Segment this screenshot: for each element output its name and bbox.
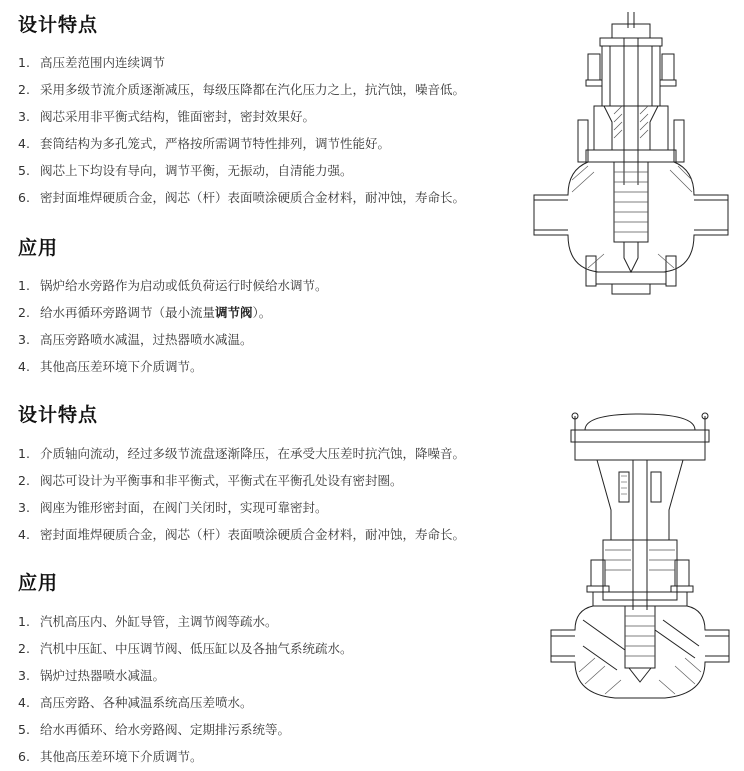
list-item: 4. 套筒结构为多孔笼式，严格按所需调节特性排列，调节性能好。 <box>18 136 391 151</box>
list-item: 3. 阀芯采用非平衡式结构，锥面密封，密封效果好。 <box>18 109 316 124</box>
section-3-heading: 设计特点 <box>18 404 99 426</box>
list-item: 2. 汽机中压缸、中压调节阀、低压缸以及各抽气系统疏水。 <box>18 641 353 656</box>
list-item: 6. 密封面堆焊硬质合金，阀芯（杆）表面喷涂硬质合金材料，耐冲蚀，寿命长。 <box>18 190 466 205</box>
list-item: 5. 阀芯上下均设有导向，调节平衡，无振动，自清能力强。 <box>18 163 353 178</box>
section-3-list <box>18 440 465 548</box>
list-item: 1. 介质轴向流动，经过多级节流盘逐渐降压，在承受大压差时抗汽蚀，降噪音。 <box>18 446 466 461</box>
list-item: 2. 给水再循环旁路调节（最小流量调节阀）。 <box>18 305 272 320</box>
section-2-heading: 应用 <box>18 237 59 259</box>
list-item: 2. 采用多级节流介质逐渐减压，每级压降都在汽化压力之上，抗汽蚀，噪音低。 <box>18 82 466 97</box>
section-1-list <box>18 49 465 211</box>
list-item: 5. 给水再循环、给水旁路阀、定期排污系统等。 <box>18 722 291 737</box>
list-item: 4. 高压旁路、各种减温系统高压差喷水。 <box>18 695 253 710</box>
section-2-list <box>18 272 328 380</box>
list-item: 3. 高压旁路喷水减温，过热器喷水减温。 <box>18 332 253 347</box>
list-item: 3. 锅炉过热器喷水减温。 <box>18 668 166 683</box>
list-item: 4. 密封面堆焊硬质合金，阀芯（杆）表面喷涂硬质合金材料，耐冲蚀，寿命长。 <box>18 527 466 542</box>
list-item: 4. 其他高压差环境下介质调节。 <box>18 359 203 374</box>
list-item: 3. 阀座为锥形密封面，在阀门关闭时，实现可靠密封。 <box>18 500 328 515</box>
section-1-heading: 设计特点 <box>18 14 99 36</box>
list-item: 1. 锅炉给水旁路作为启动或低负荷运行时候给水调节。 <box>18 278 328 293</box>
section-4-heading: 应用 <box>18 572 59 594</box>
axial-flow-drain-valve-drawing <box>545 410 735 710</box>
list-item: 1. 高压差范围内连续调节 <box>18 55 166 70</box>
section-4-list <box>18 608 353 770</box>
list-item: 2. 阀芯可设计为平衡事和非平衡式，平衡式在平衡孔处设有密封圈。 <box>18 473 403 488</box>
list-item: 1. 汽机高压内、外缸导管，主调节阀等疏水。 <box>18 614 278 629</box>
list-item: 6. 其他高压差环境下介质调节。 <box>18 749 203 764</box>
bold-keyword: 调节阀 <box>215 305 253 320</box>
multistage-cage-control-valve-drawing <box>528 10 733 302</box>
